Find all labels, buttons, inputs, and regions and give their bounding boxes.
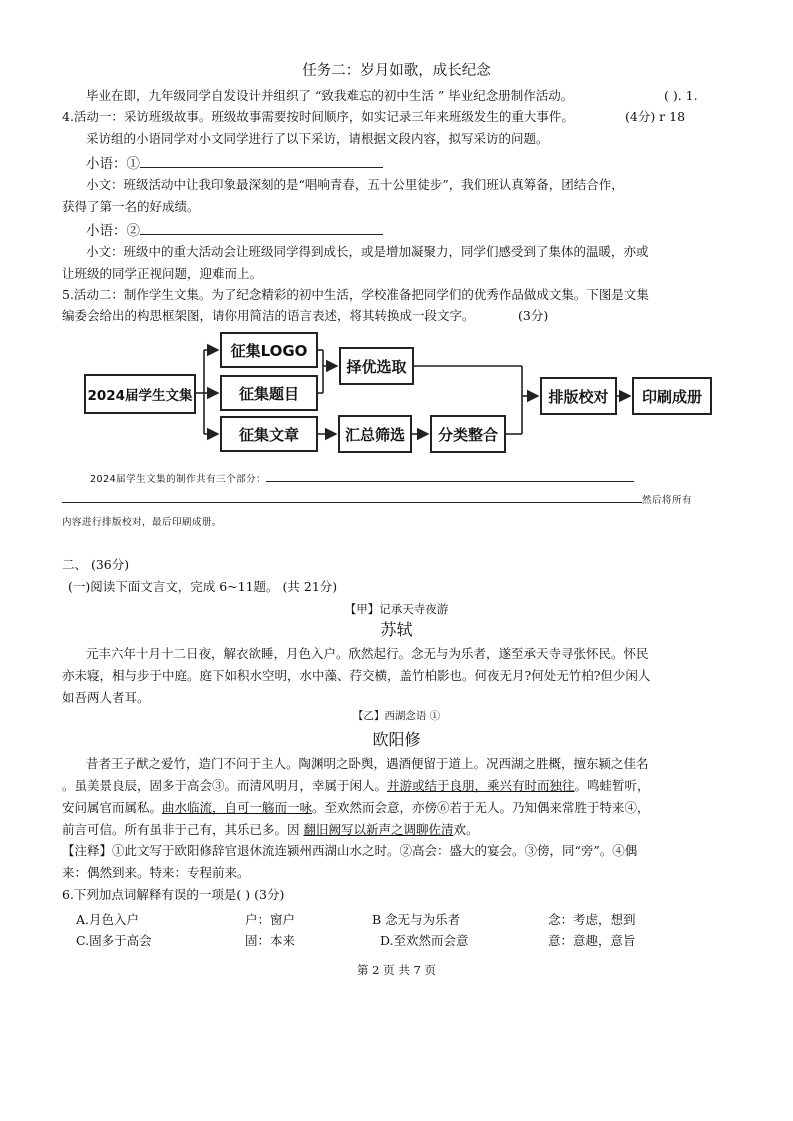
yi-p3 <box>62 800 650 816</box>
yi-p4-underlined: 翻旧阙写以新声之调聊佐清 <box>303 822 454 837</box>
jia-p3: 如吾两人者耳。 <box>62 690 150 705</box>
q4-ans2-a: 小文：班级中的重大活动会让班级同学得到成长，或是增加凝聚力，同学们感受到了集体的温暖，亦或 <box>86 244 649 259</box>
jia-author: 苏轼 <box>380 620 413 639</box>
q6-option-a[interactable]: A.月色入户 <box>76 912 140 927</box>
answer-blank-4[interactable] <box>62 493 642 503</box>
jia-p2: 亦未寝，相与步于中庭。庭下如积水空明，水中藻、荇交横，盖竹柏影也。何夜无月?何处无竹柏?但少闲人 <box>62 668 651 683</box>
yi-p3-underlined: 曲水临流，自可一觞而一咏 <box>162 800 313 815</box>
flow-topic-box: 征集题目 <box>220 375 318 411</box>
flow-select-box: 择优选取 <box>339 347 414 385</box>
q4-ans1-a: 小文：班级活动中让我印象最深刻的是“唱响青春，五十公里徒步”，我们班认真筹备，团结合作， <box>86 177 624 192</box>
q6-option-d[interactable]: D.至欢然而会意 <box>380 933 469 948</box>
yi-p4-end: 欢。 <box>453 822 479 837</box>
ask2-label: 小语：② <box>86 223 140 239</box>
fill-b-label: 然后将所有 <box>642 495 693 506</box>
yi-p1: 昔者王子猷之爱竹，造门不问于主人。陶渊明之卧舆，遇酒便留于道上。况西湖之胜概，擅东颍之佳名 <box>86 756 649 771</box>
yi-p2-underlined: 并游或结于良朋，乘兴有时而独往 <box>387 778 575 793</box>
flow-filter-box: 汇总筛选 <box>338 415 412 453</box>
flow-print-box: 印刷成册 <box>632 377 712 415</box>
ask1-label: 小语：① <box>86 156 140 172</box>
q6-option-a-explain: 户：窗户 <box>245 912 296 927</box>
task-intro-mark: ( ). 1. <box>664 88 698 103</box>
flow-article-box: 征集文章 <box>220 416 318 452</box>
fill-a-label: 2024届学生文集的制作共有三个部分： <box>90 474 267 485</box>
yi-p3-text: 安问属官而属私。 <box>62 800 163 815</box>
page-footer: 第 2 页 共 7 页 <box>357 963 436 977</box>
q4-ans2-b: 让班级的同学正视问题，迎难而上。 <box>62 266 263 281</box>
yi-p2-end: 。鸣蛙暂听， <box>574 778 650 793</box>
q6-option-d-explain: 意：意趣，意旨 <box>548 933 636 948</box>
yi-p4 <box>62 822 479 838</box>
q5-fill-c: 内容进行排版校对，最后印刷成册。 <box>62 517 223 528</box>
task-intro: 毕业在即，九年级同学自发设计并组织了 “致我难忘的初中生活 ” 毕业纪念册制作活动。 <box>86 88 574 103</box>
yi-note-b: 来：偶然到来。特来：专程前来。 <box>62 865 250 880</box>
q4-prompt: 采访组的小语同学对小文同学进行了以下采访，请根据文段内容，拟写采访的问题。 <box>86 131 549 146</box>
answer-blank-3[interactable] <box>266 472 634 482</box>
flow-typeset-box: 排版校对 <box>540 377 617 415</box>
jia-label: 【甲】记承天寺夜游 <box>344 602 449 616</box>
yi-p2 <box>62 778 650 794</box>
part2-sub: (一)阅读下面文言文，完成 6~11题。 (共 21分) <box>68 579 338 594</box>
flow-logo-box: 征集LOGO <box>220 332 318 368</box>
q5-fill-a <box>90 472 634 488</box>
q5-score: (3分) <box>518 308 549 323</box>
yi-p2-text: 。虽美景良辰，固多于高会③。而清风明月，幸属于闲人。 <box>62 778 388 793</box>
flow-start-box: 2024届学生文集 <box>84 374 196 414</box>
q6-option-c-explain: 固：本来 <box>245 933 296 948</box>
q5-text-a: 5.活动二：制作学生文集。为了纪念精彩的初中生活，学校准备把同学们的优秀作品做成文集。下图是文集 <box>62 287 649 302</box>
flow-classify-box: 分类整合 <box>430 415 506 453</box>
q6-option-b[interactable]: B 念无与为乐者 <box>372 912 461 927</box>
part2-title: 二、 (36分) <box>62 557 130 572</box>
q6-option-b-explain: 念：考虑，想到 <box>548 912 636 927</box>
jia-p1: 元丰六年十月十二日夜，解衣欲睡，月色入户。欣然起行。念无与为乐者，遂至承天寺寻张怀民。怀民 <box>86 646 649 661</box>
yi-author: 欧阳修 <box>372 730 421 749</box>
yi-label: 【乙】西湖念语 ① <box>352 710 441 722</box>
q4-score: (4分) r 18 <box>625 109 686 124</box>
q4-ans1-b: 获得了第一名的好成绩。 <box>62 199 200 214</box>
yi-note-a: 【注释】①此文写于欧阳修辞官退休流连颍州西湖山水之时。②高会：盛大的宴会。③傍，同“旁”。④偶 <box>62 843 638 858</box>
yi-p3-end: 。至欢然而会意，亦傍⑥若于无人。乃知偶来常胜于特来④， <box>312 800 650 815</box>
q5-text-b: 编委会给出的构思框架图，请你用简洁的语言表述，将其转换成一段文字。 <box>62 308 475 323</box>
q5-fill-b <box>62 493 692 509</box>
yi-p4-text: 前言可信。所有虽非于己有，其乐已多。因 <box>62 822 304 837</box>
q6-stem: 6.下列加点词解释有误的一项是( ) (3分) <box>62 887 285 902</box>
q6-option-c[interactable]: C.固多于高会 <box>76 933 152 948</box>
q4-text: 4.活动一：采访班级故事。班级故事需要按时间顺序，如实记录三年来班级发生的重大事件。 <box>62 109 574 124</box>
task-title: 任务二：岁月如歌，成长纪念 <box>302 63 491 79</box>
